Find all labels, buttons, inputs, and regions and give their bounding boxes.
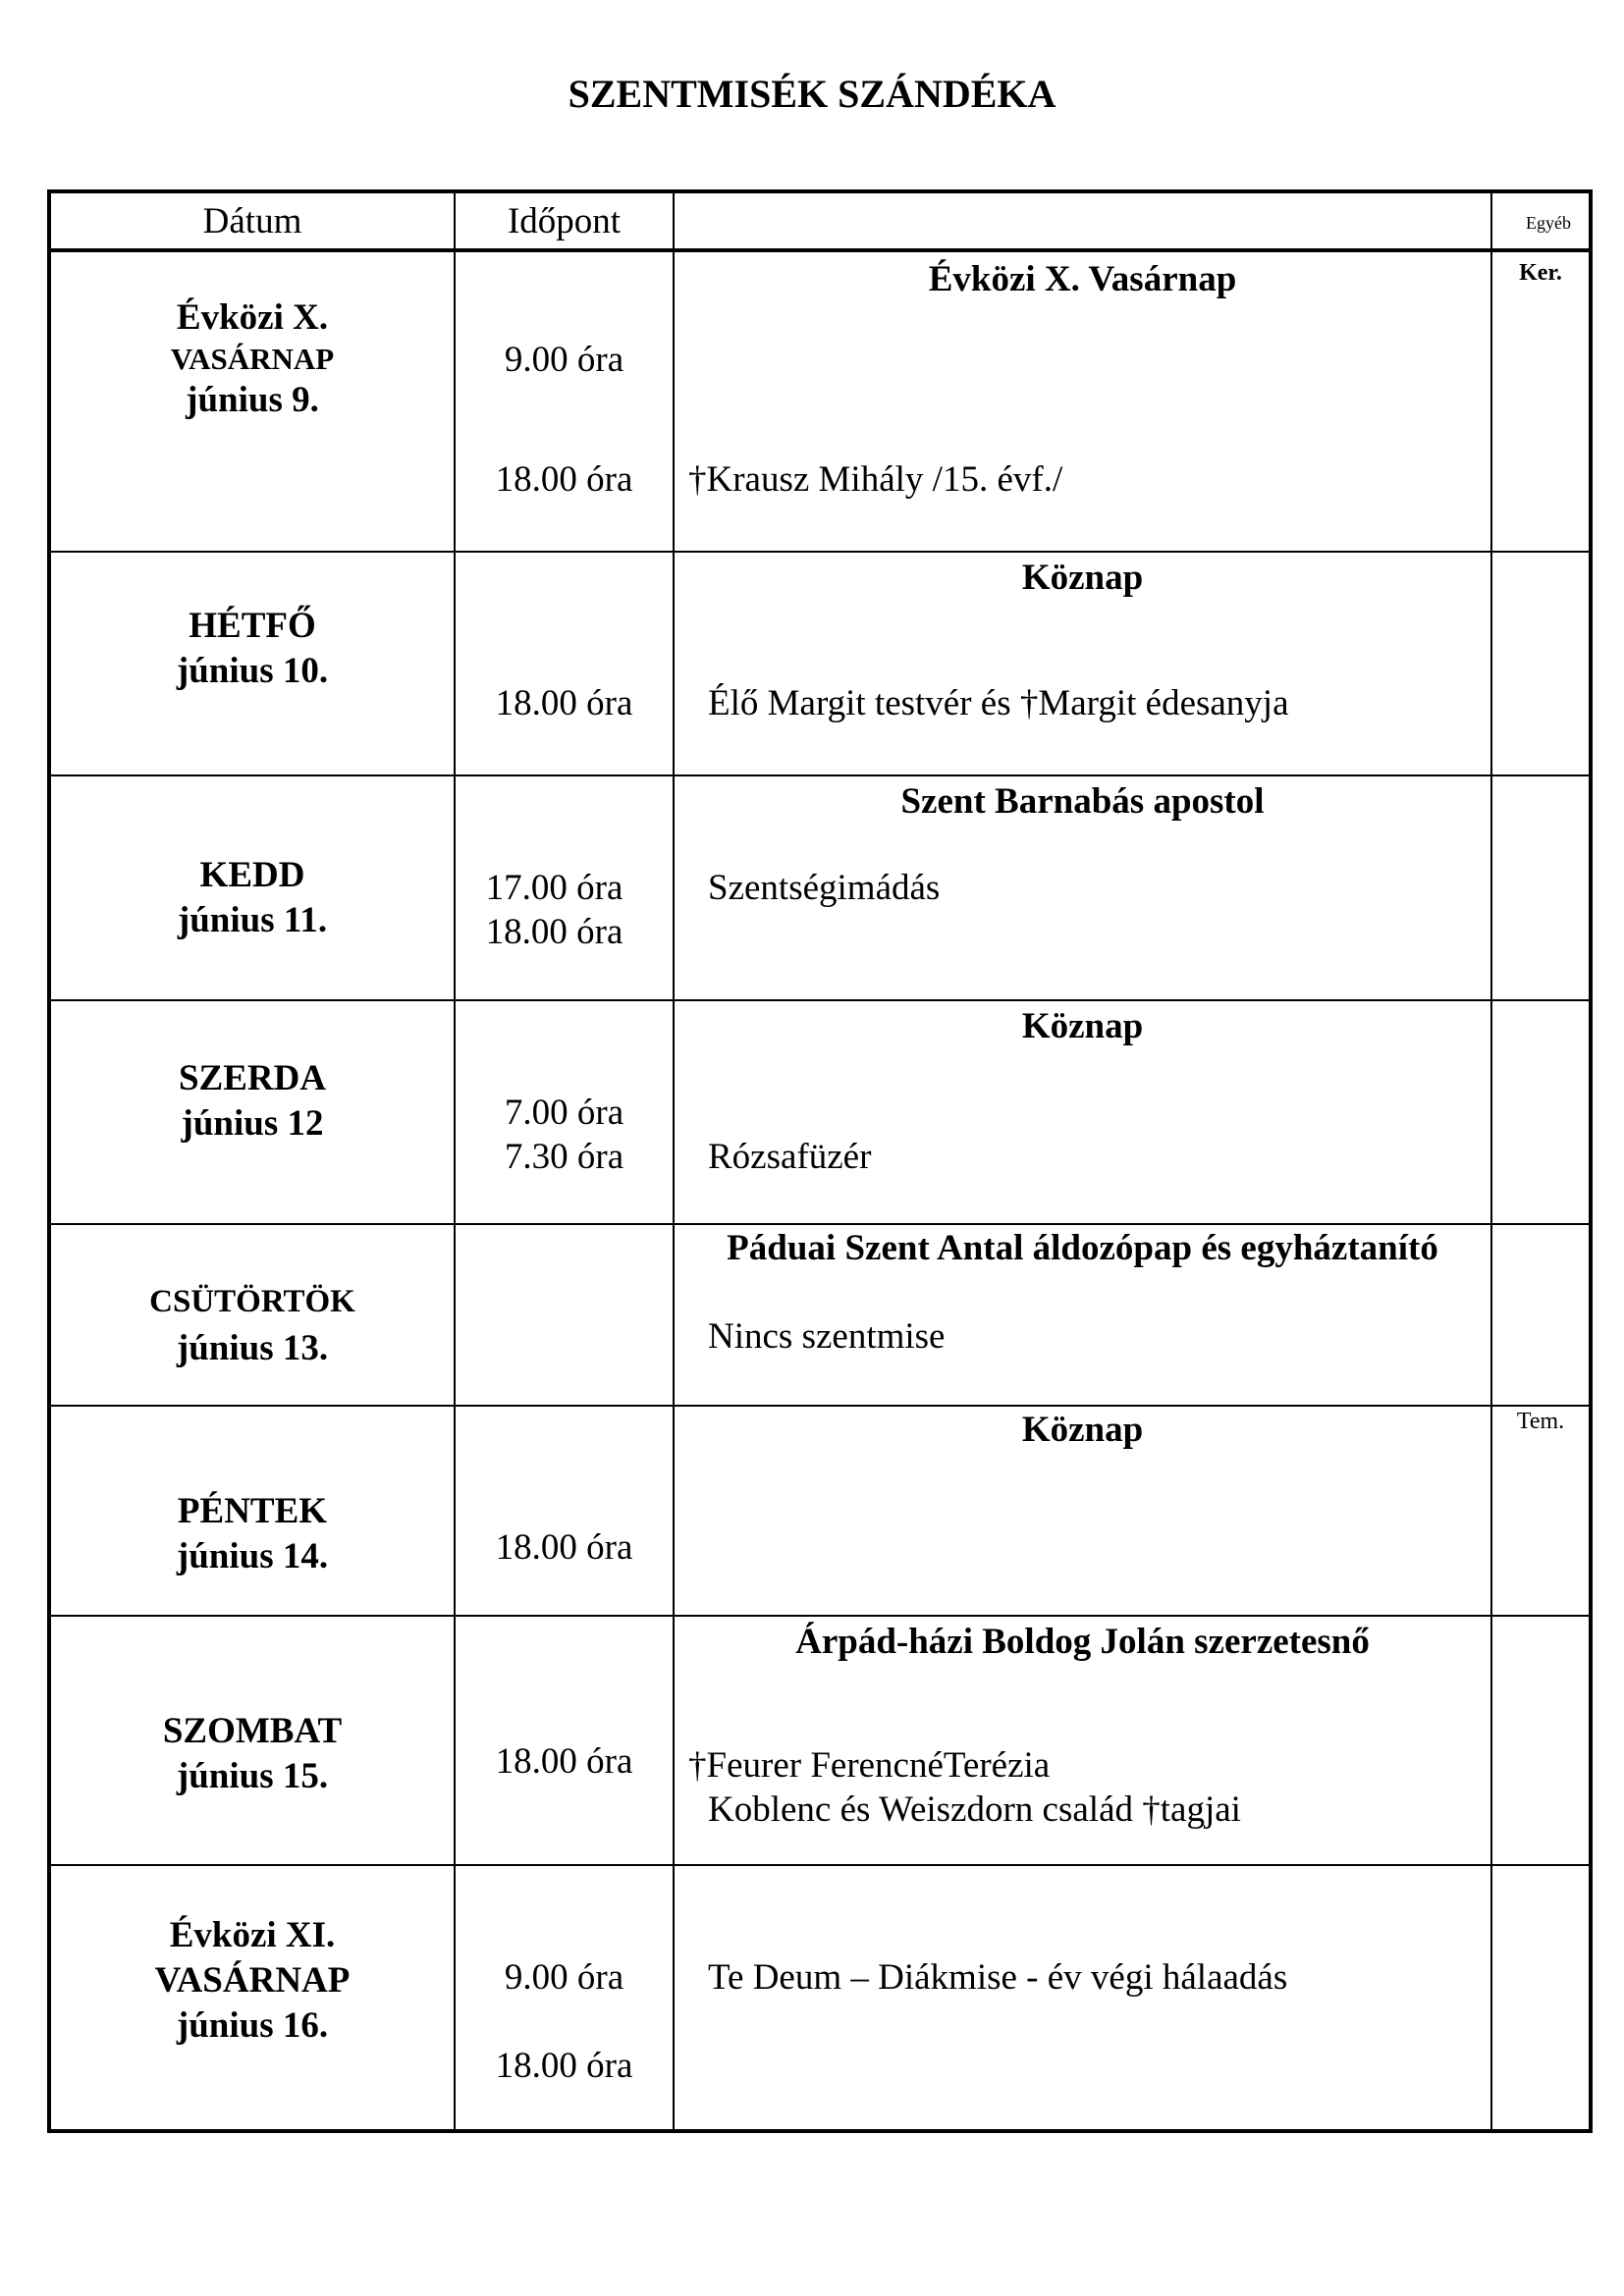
mass-time: 18.00 óra bbox=[495, 1740, 633, 1782]
intention: Szentségimádás bbox=[708, 868, 941, 909]
mass-time: 7.30 óra bbox=[504, 1136, 624, 1177]
intention: †Krausz Mihály /15. évf./ bbox=[688, 459, 1063, 501]
day-name: SZERDA bbox=[178, 1057, 327, 1098]
time-cell bbox=[455, 1406, 674, 1615]
intention: †Feurer FerencnéTerézia bbox=[688, 1744, 1051, 1786]
day-date: június 16. bbox=[176, 2005, 329, 2047]
date-cell bbox=[49, 1865, 455, 2131]
other-cell bbox=[1491, 1000, 1591, 1224]
other-note: Tem. bbox=[1516, 1409, 1565, 1435]
other-cell bbox=[1491, 1406, 1591, 1615]
feast-title: Köznap bbox=[1021, 1005, 1144, 1046]
mass-time: 18.00 óra bbox=[495, 682, 633, 723]
intention: Te Deum – Diákmise - év végi hálaadás bbox=[708, 1957, 1288, 1999]
day-date: június 12 bbox=[181, 1102, 324, 1144]
table-row bbox=[49, 552, 1591, 775]
day-name: Évközi X. bbox=[176, 297, 329, 339]
day-name: SZOMBAT bbox=[162, 1710, 343, 1751]
intent-cell bbox=[674, 552, 1491, 775]
mass-time: 7.00 óra bbox=[504, 1092, 624, 1133]
feast-title: Évközi X. Vasárnap bbox=[928, 259, 1237, 300]
mass-time: 9.00 óra bbox=[504, 340, 624, 381]
date-cell bbox=[49, 1224, 455, 1406]
time-cell bbox=[455, 1000, 674, 1224]
other-cell bbox=[1491, 1865, 1591, 2131]
intention: Nincs szentmise bbox=[708, 1316, 946, 1358]
other-cell bbox=[1491, 552, 1591, 775]
intent-cell bbox=[674, 1224, 1491, 1406]
other-cell bbox=[1491, 1616, 1591, 1866]
mass-schedule-table bbox=[47, 189, 1593, 2133]
table-row bbox=[49, 1224, 1591, 1406]
day-name: PÉNTEK bbox=[177, 1491, 328, 1532]
day-date: június 9. bbox=[186, 380, 319, 421]
day-name-sub: VASÁRNAP bbox=[154, 1960, 351, 2002]
intent-cell bbox=[674, 250, 1491, 552]
day-name: KEDD bbox=[199, 855, 305, 896]
day-date: június 11. bbox=[177, 900, 328, 941]
other-note: Ker. bbox=[1519, 260, 1562, 287]
page-title: SZENTMISÉK SZÁNDÉKA bbox=[568, 72, 1056, 116]
intention: Élő Margit testvér és †Margit édesanyja bbox=[708, 682, 1289, 723]
other-cell bbox=[1491, 1224, 1591, 1406]
intent-cell bbox=[674, 1000, 1491, 1224]
time-cell bbox=[455, 775, 674, 999]
day-name: HÉTFŐ bbox=[189, 605, 316, 646]
date-cell bbox=[49, 1000, 455, 1224]
mass-time: 18.00 óra bbox=[495, 459, 633, 501]
mass-time: 18.00 óra bbox=[495, 1527, 633, 1569]
day-date: június 15. bbox=[176, 1755, 329, 1796]
date-cell bbox=[49, 1406, 455, 1615]
intention: Koblenc és Weiszdorn család †tagjai bbox=[708, 1789, 1241, 1830]
feast-title: Páduai Szent Antal áldozópap és egyháztanító bbox=[727, 1228, 1438, 1269]
table-row bbox=[49, 1000, 1591, 1224]
day-date: június 10. bbox=[176, 650, 329, 691]
mass-time: 17.00 óra bbox=[485, 868, 623, 909]
intent-cell bbox=[674, 775, 1491, 999]
header-other: Egyéb bbox=[1491, 191, 1591, 250]
time-cell bbox=[455, 1224, 674, 1406]
mass-time: 9.00 óra bbox=[504, 1957, 624, 1999]
table-row bbox=[49, 1616, 1591, 1866]
day-name-sub: VASÁRNAP bbox=[170, 342, 335, 377]
date-cell bbox=[49, 552, 455, 775]
day-name: Évközi XI. bbox=[169, 1915, 336, 1956]
table-row bbox=[49, 1406, 1591, 1615]
table-row bbox=[49, 1865, 1591, 2131]
table-row bbox=[49, 250, 1591, 552]
other-cell bbox=[1491, 775, 1591, 999]
intention: Rózsafüzér bbox=[708, 1136, 872, 1177]
table-row bbox=[49, 775, 1591, 999]
time-cell bbox=[455, 552, 674, 775]
header-time: Időpont bbox=[455, 191, 674, 250]
mass-time: 18.00 óra bbox=[495, 2046, 633, 2087]
day-name: CSÜTÖRTÖK bbox=[149, 1284, 355, 1320]
date-cell bbox=[49, 775, 455, 999]
intent-cell bbox=[674, 1616, 1491, 1866]
feast-title: Köznap bbox=[1021, 557, 1144, 598]
intent-cell bbox=[674, 1865, 1491, 2131]
date-cell bbox=[49, 1616, 455, 1866]
feast-title: Szent Barnabás apostol bbox=[900, 781, 1265, 823]
intent-cell bbox=[674, 1406, 1491, 1615]
time-cell bbox=[455, 250, 674, 552]
day-date: június 14. bbox=[176, 1536, 329, 1577]
feast-title: Árpád-házi Boldog Jolán szerzetesnő bbox=[795, 1621, 1370, 1662]
time-cell bbox=[455, 1616, 674, 1866]
feast-title: Köznap bbox=[1021, 1410, 1144, 1451]
header-intent bbox=[674, 191, 1491, 250]
mass-time: 18.00 óra bbox=[485, 912, 623, 953]
table-header-row bbox=[49, 191, 1591, 250]
day-date: június 13. bbox=[176, 1328, 329, 1369]
time-cell bbox=[455, 1865, 674, 2131]
header-date: Dátum bbox=[49, 191, 455, 250]
other-cell bbox=[1491, 250, 1591, 552]
date-cell bbox=[49, 250, 455, 552]
